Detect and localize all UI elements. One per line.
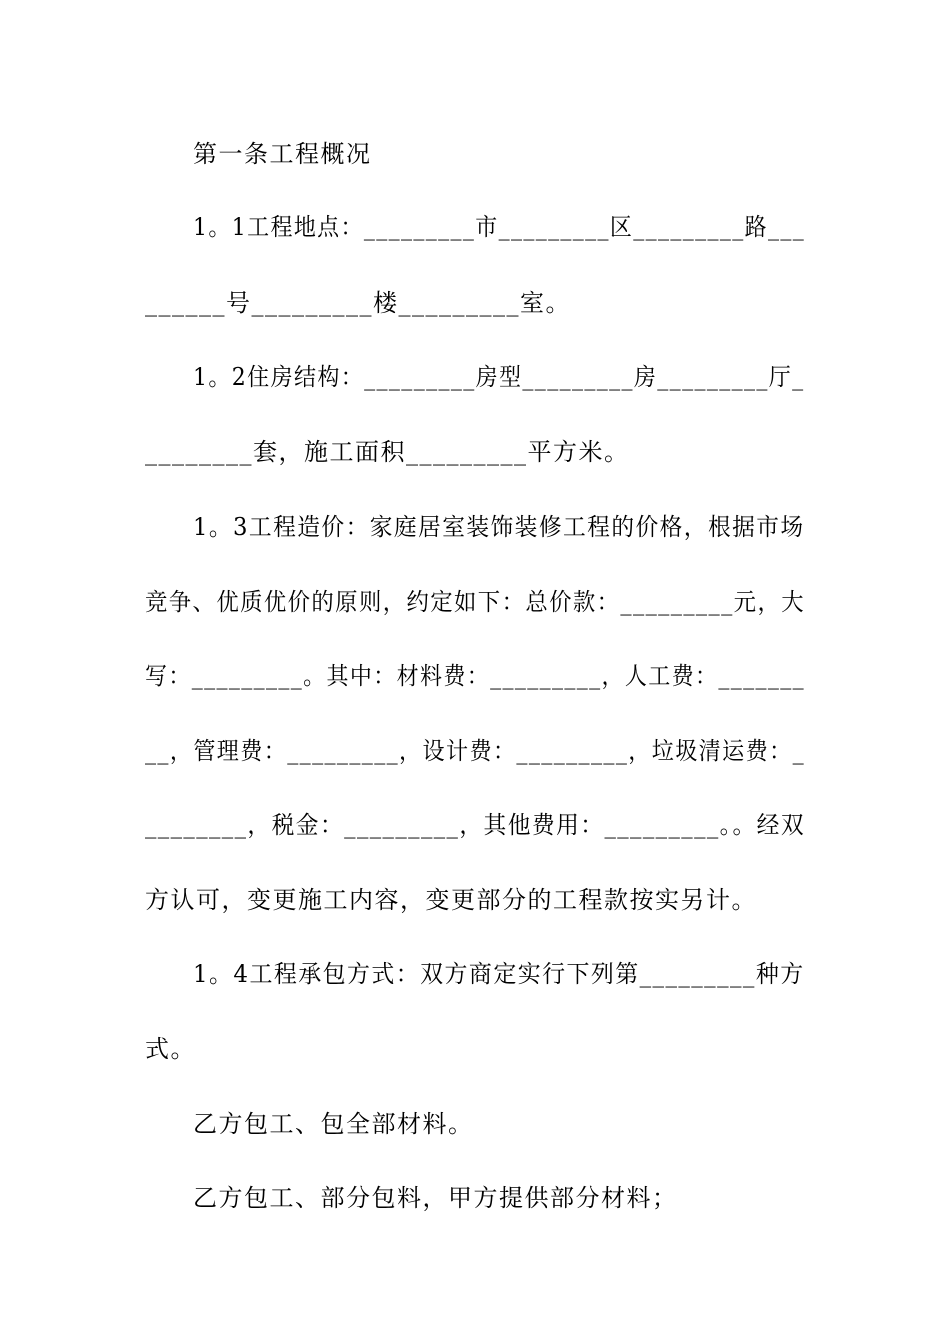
text-line: 1。4工程承包方式：双方商定实行下列第_________种方 (193, 960, 805, 988)
text-line: 式。 (145, 1035, 196, 1063)
section-heading: 第一条工程概况 (193, 140, 372, 168)
text-line: 竞争、优质优价的原则，约定如下：总价款：_________元，大 (145, 588, 805, 616)
text-line: 1。3工程造价：家庭居室装饰装修工程的价格，根据市场 (193, 513, 805, 541)
text-line: 乙方包工、部分包料，甲方提供部分材料； (193, 1184, 678, 1212)
text-line: ________，税金：_________，其他费用：_________。。经双 (145, 811, 806, 839)
text-line: ________套，施工面积_________平方米。 (145, 438, 630, 466)
text-line: 乙方包工、包全部材料。 (193, 1110, 474, 1138)
text-line: 写：_________。其中：材料费：_________，人工费：_______ (145, 662, 806, 690)
text-line: 1。2住房结构：_________房型_________房_________厅_ (193, 363, 805, 391)
text-line: ______号_________楼_________室。 (145, 289, 571, 317)
text-line: 1。1工程地点：_________市_________区_________路___ (193, 213, 806, 241)
text-line: 方认可，变更施工内容，变更部分的工程款按实另计。 (145, 886, 757, 914)
text-line: __，管理费：_________，设计费：_________，垃圾清运费：_ (145, 737, 805, 765)
